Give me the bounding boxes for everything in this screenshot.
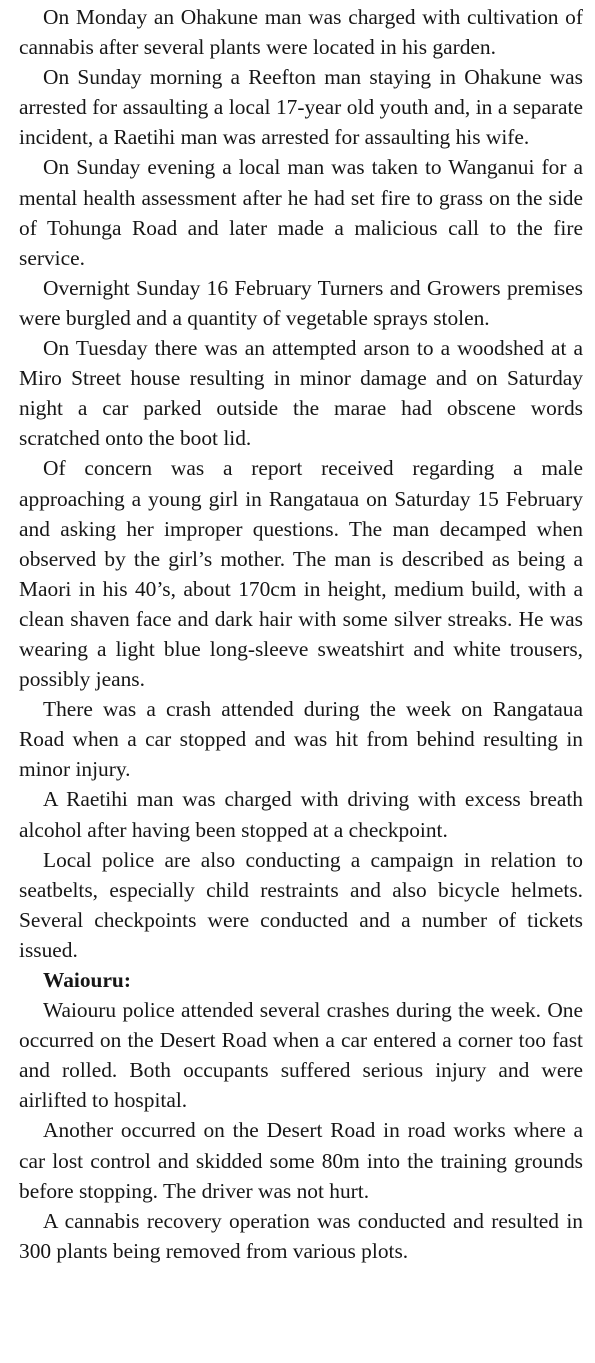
section-heading-waiouru: Waiouru: <box>43 968 131 992</box>
paragraph-assault-arrests: On Sunday morning a Reefton man staying in Ohakune was arrested for assaulting a local 17-year old youth and, in a separate incident, a Raetihi man was arrested for assaulting his wife. <box>19 65 583 150</box>
paragraph-cannabis-recovery: A cannabis recovery operation was conducted and resulted in 300 plants being removed from various plots. <box>19 1208 583 1263</box>
paragraph-seatbelt-campaign: Local police are also conducting a campaign in relation to seatbelts, especially child restraints and also bicycle helmets. Several checkpoints were conducted and a number of tickets issued. <box>19 847 583 962</box>
paragraph-burglary: Overnight Sunday 16 February Turners and Growers premises were burgled and a quantity of vegetable sprays stolen. <box>19 275 583 330</box>
paragraph-waiouru-crashes: Waiouru police attended several crashes during the week. One occurred on the Desert Road when a car entered a corner too fast and rolled. Both occupants suffered serious injury and were airlifted to hospital. <box>19 998 583 1113</box>
paragraph-suspect-description: Of concern was a report received regarding a male approaching a young girl in Rangataua on Saturday 15 February and asking her improper questions. The man decamped when observed by the girl’s mother. The man is described as being a Maori in his 40’s, about 170cm in height, medium build, with a clean shaven face and dark hair with some silver streaks. He was wearing a light blue long-sleeve sweatshirt and white trousers, possibly jeans. <box>19 456 583 692</box>
paragraph-excess-breath-alcohol: A Raetihi man was charged with driving with excess breath alcohol after having been stopped at a checkpoint. <box>19 787 583 842</box>
paragraph-mental-health: On Sunday evening a local man was taken to Wanganui for a mental health assessment after he had set fire to grass on the side of Tohunga Road and later made a malicious call to the fire service. <box>19 155 583 270</box>
paragraph-road-works-crash: Another occurred on the Desert Road in road works where a car lost control and skidded some 80m into the training grounds before stopping. The driver was not hurt. <box>19 1118 583 1203</box>
paragraph-arson: On Tuesday there was an attempted arson to a woodshed at a Miro Street house resulting in minor damage and on Saturday night a car parked outside the marae had obscene words scratched onto the boot lid. <box>19 336 583 451</box>
news-column <box>19 2 583 1266</box>
paragraph-rangataua-crash: There was a crash attended during the week on Rangataua Road when a car stopped and was hit from behind resulting in minor injury. <box>19 697 583 782</box>
paragraph-cannabis-cultivation: On Monday an Ohakune man was charged with cultivation of cannabis after several plants were located in his garden. <box>19 5 583 60</box>
